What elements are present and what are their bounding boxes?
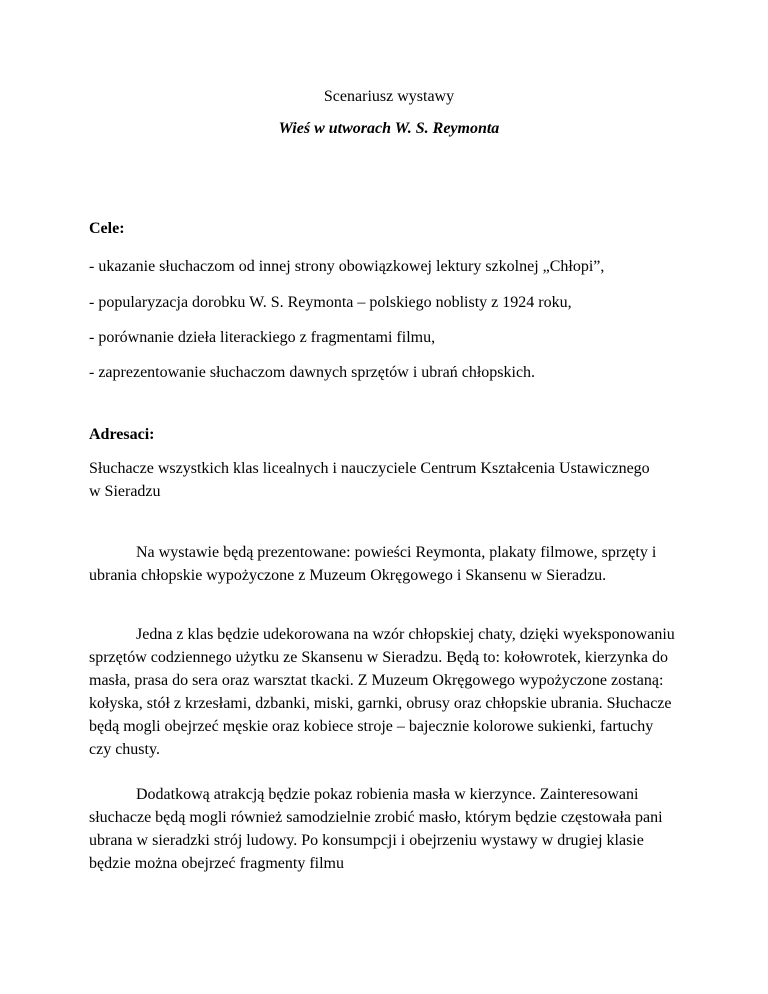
document-page xyxy=(89,0,689,994)
goals-heading: Cele: xyxy=(89,220,125,237)
paragraph-classroom: Jedna z klas będzie udekorowana na wzór chłopskiej chaty, dzięki wyeksponowaniu sprzętów codziennego użytku ze Skansenu w Sieradzu. Będą to: kołowrotek, kierzynka do masła, prasa do sera oraz warsztat tkacki. Z Muzeum Okręgowego wypożyczone zostaną: kołyska, stół z krzesłami, dzbanki, miski, garnki, obrusy oraz chłopskie ubrania. Słuchacze będą mogli obejrzeć męskie oraz kobiece stroje – bajecznie kolorowe sukienki, fartuchy czy chusty. xyxy=(89,626,675,758)
goal-item: - ukazanie słuchaczom od innej strony obowiązkowej lektury szkolnej „Chłopi”, xyxy=(89,258,605,275)
audience-heading: Adresaci: xyxy=(89,426,155,443)
paragraph-exhibition: Na wystawie będą prezentowane: powieści Reymonta, plakaty filmowe, sprzęty i ubrania chłopskie wypożyczone z Muzeum Okręgowego i Skansenu w Sieradzu. xyxy=(89,544,657,584)
goal-item: - popularyzacja dorobku W. S. Reymonta – polskiego noblisty z 1924 roku, xyxy=(89,294,572,311)
audience-text: Słuchacze wszystkich klas licealnych i nauczyciele Centrum Kształcenia Ustawicznego w Sieradzu xyxy=(89,460,650,500)
document-title: Scenariusz wystawy xyxy=(323,88,455,105)
paragraph-butter-show: Dodatkową atrakcją będzie pokaz robienia masła w kierzynce. Zainteresowani słuchacze będą mogli również samodzielnie zrobić masło, którym będzie częstowała pani ubrana w sieradzki strój ludowy. Po konsumpcji i obejrzeniu wystawy w drugiej klasie będzie można obejrzeć fragmenty filmu xyxy=(89,786,663,872)
goal-item: - porównanie dzieła literackiego z fragmentami filmu, xyxy=(89,329,436,346)
document-subtitle: Wieś w utworach W. S. Reymonta xyxy=(278,120,500,137)
goal-item: - zaprezentowanie słuchaczom dawnych sprzętów i ubrań chłopskich. xyxy=(89,364,536,381)
